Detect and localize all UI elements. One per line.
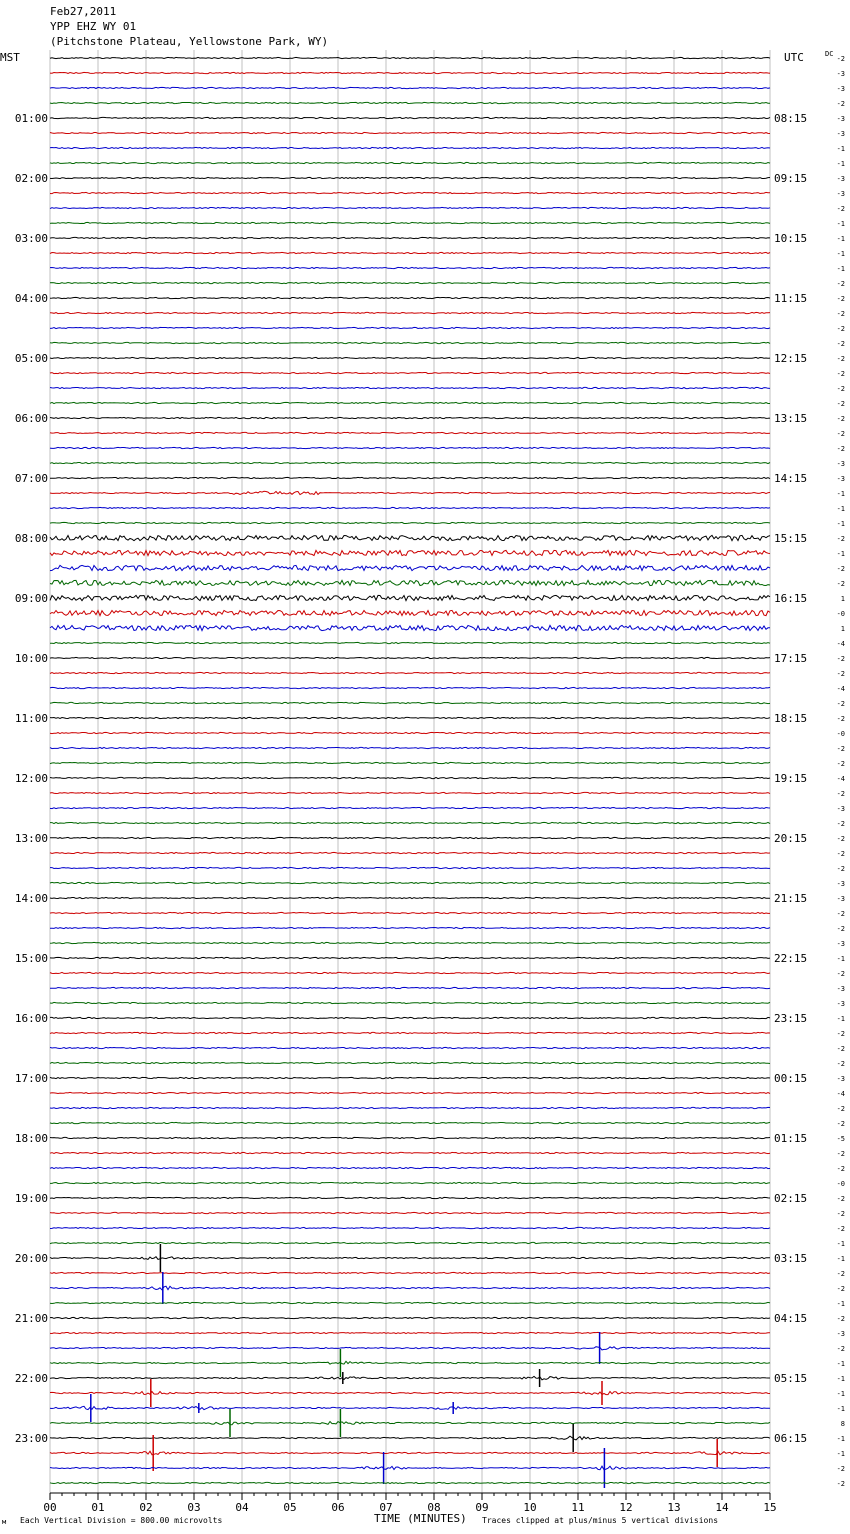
dc-offset-label: -2 <box>836 700 845 708</box>
trace-line <box>50 1451 770 1455</box>
trace-line <box>50 342 770 343</box>
utc-hour-label: 04:15 <box>774 1312 808 1325</box>
trace-line <box>50 762 770 763</box>
x-tick-label: 04 <box>235 1501 249 1514</box>
dc-offset-label: -2 <box>836 430 845 438</box>
x-tick-label: 09 <box>475 1501 489 1514</box>
dc-offset-label: -2 <box>836 1045 845 1053</box>
trace-line <box>50 1137 770 1138</box>
dc-offset-label: -2 <box>836 970 845 978</box>
dc-offset-label: -2 <box>836 1060 845 1068</box>
utc-hour-label: 05:15 <box>774 1372 808 1385</box>
dc-offset-label: -2 <box>836 1315 845 1323</box>
dc-offset-label: -2 <box>836 745 845 753</box>
trace-line <box>50 565 770 570</box>
dc-offset-label: -1 <box>836 1435 845 1443</box>
trace-line <box>50 957 770 958</box>
dc-offset-label: -2 <box>836 820 845 828</box>
trace-line <box>50 897 770 898</box>
trace-line <box>50 1017 770 1018</box>
trace-line <box>50 1062 770 1063</box>
utc-hour-label: 13:15 <box>774 412 808 425</box>
dc-offset-label: -2 <box>836 400 845 408</box>
trace-line <box>50 777 770 778</box>
mst-hour-label: 03:00 <box>14 232 48 245</box>
x-tick-label: 13 <box>667 1501 681 1514</box>
trace-line <box>50 702 770 703</box>
trace-line <box>50 550 770 555</box>
mst-hour-label: 21:00 <box>14 1312 48 1325</box>
dc-offset-label: -4 <box>836 685 845 693</box>
mst-hour-label: 08:00 <box>14 532 48 545</box>
utc-hour-label: 15:15 <box>774 532 808 545</box>
dc-offset-label: -3 <box>836 1330 845 1338</box>
trace-line <box>50 717 770 718</box>
dc-offset-label: -2 <box>836 790 845 798</box>
dc-offset-label: -3 <box>836 805 845 813</box>
trace-line <box>50 987 770 988</box>
dc-offset-label: -0 <box>836 1180 845 1188</box>
dc-offset-label: -3 <box>836 85 845 93</box>
dc-offset-label: -3 <box>836 1000 845 1008</box>
trace-line <box>50 447 770 448</box>
trace-line <box>50 732 770 733</box>
trace-line <box>50 1376 770 1379</box>
dc-offset-label: -1 <box>836 220 845 228</box>
x-tick-label: 11 <box>571 1501 585 1514</box>
x-axis-title: TIME (MINUTES) <box>374 1512 467 1525</box>
mst-hour-label: 02:00 <box>14 172 48 185</box>
mst-hour-label: 23:00 <box>14 1432 48 1445</box>
trace-line <box>50 162 770 163</box>
mst-hour-label: 10:00 <box>14 652 48 665</box>
dc-offset-label: -2 <box>836 1195 845 1203</box>
dc-offset-label: -2 <box>836 865 845 873</box>
dc-offset-label: -3 <box>836 115 845 123</box>
trace-line <box>50 491 770 494</box>
dc-offset-label: -2 <box>836 925 845 933</box>
trace-line <box>50 747 770 748</box>
trace-line <box>50 1092 770 1093</box>
dc-offset-label: -2 <box>836 580 845 588</box>
trace-line <box>50 147 770 148</box>
trace-line <box>50 610 770 615</box>
mst-hour-label: 22:00 <box>14 1372 48 1385</box>
dc-offset-label: -2 <box>836 445 845 453</box>
trace-line <box>50 1422 770 1425</box>
dc-offset-label: -3 <box>836 130 845 138</box>
utc-hour-label: 09:15 <box>774 172 808 185</box>
x-tick-label: 05 <box>283 1501 297 1514</box>
utc-hour-label: 02:15 <box>774 1192 808 1205</box>
dc-offset-label: -3 <box>836 880 845 888</box>
dc-offset-label: 8 <box>840 1420 845 1428</box>
mst-hour-label: 16:00 <box>14 1012 48 1025</box>
dc-offset-label: -1 <box>836 250 845 258</box>
dc-offset-label: -2 <box>836 385 845 393</box>
trace-line <box>50 87 770 88</box>
trace-line <box>50 132 770 133</box>
dc-offset-label: -1 <box>836 490 845 498</box>
trace-line <box>50 192 770 193</box>
dc-offset-label: -3 <box>836 190 845 198</box>
x-tick-label: 07 <box>379 1501 393 1514</box>
dc-offset-label: -1 <box>836 145 845 153</box>
dc-offset-label: -2 <box>836 670 845 678</box>
utc-label: UTC <box>784 51 804 64</box>
utc-hour-label: 19:15 <box>774 772 808 785</box>
dc-offset-label: -4 <box>836 775 845 783</box>
dc-offset-label: -2 <box>836 55 845 63</box>
dc-offset-label: -3 <box>836 895 845 903</box>
dc-offset-label: -1 <box>836 1390 845 1398</box>
dc-offset-label: -2 <box>836 1480 845 1488</box>
trace-line <box>50 1482 770 1483</box>
dc-offset-label: 1 <box>840 625 845 633</box>
station-location: (Pitchstone Plateau, Yellowstone Park, WY) <box>50 35 329 48</box>
vertical-scale-note: Each Vertical Division = 800.00 microvolts <box>20 1516 223 1525</box>
dc-offset-label: -2 <box>836 715 845 723</box>
utc-hour-label: 03:15 <box>774 1252 808 1265</box>
trace-line <box>50 1107 770 1108</box>
utc-hour-label: 18:15 <box>774 712 808 725</box>
mst-hour-label: 20:00 <box>14 1252 48 1265</box>
mst-hour-label: 17:00 <box>14 1072 48 1085</box>
mst-label: MST <box>0 51 20 64</box>
x-tick-label: 12 <box>619 1501 633 1514</box>
trace-line <box>50 1032 770 1033</box>
dc-offset-label: 1 <box>840 595 845 603</box>
dc-offset-label: -1 <box>836 1240 845 1248</box>
trace-line <box>50 1317 770 1318</box>
dc-offset-label: -3 <box>836 475 845 483</box>
trace-line <box>50 387 770 388</box>
clip-note: Traces clipped at plus/minus 5 vertical divisions <box>482 1516 719 1525</box>
x-tick-label: 08 <box>427 1501 441 1514</box>
trace-line <box>50 432 770 433</box>
dc-offset-label: -2 <box>836 205 845 213</box>
dc-offset-label: -2 <box>836 1285 845 1293</box>
dc-offset-label: -2 <box>836 325 845 333</box>
utc-hour-label: 01:15 <box>774 1132 808 1145</box>
mst-hour-label: 06:00 <box>14 412 48 425</box>
trace-line <box>50 372 770 373</box>
trace-line <box>50 117 770 118</box>
trace-line <box>50 927 770 928</box>
trace-line <box>50 222 770 223</box>
trace-line <box>50 1167 770 1168</box>
trace-line <box>50 595 770 600</box>
dc-offset-label: -3 <box>836 460 845 468</box>
trace-line <box>50 1257 770 1260</box>
trace-line <box>50 1332 770 1333</box>
dc-offset-label: -2 <box>836 1105 845 1113</box>
trace-line <box>50 1242 770 1243</box>
dc-offset-label: -2 <box>836 1150 845 1158</box>
trace-line <box>50 580 770 585</box>
utc-hour-label: 17:15 <box>774 652 808 665</box>
mst-hour-label: 11:00 <box>14 712 48 725</box>
trace-line <box>50 912 770 913</box>
dc-offset-label: -2 <box>836 835 845 843</box>
trace-line <box>50 402 770 403</box>
trace-line <box>50 672 770 673</box>
trace-line <box>50 1197 770 1198</box>
trace-line <box>50 642 770 643</box>
mst-hour-label: 14:00 <box>14 892 48 905</box>
dc-offset-label: -2 <box>836 655 845 663</box>
dc-offset-label: -1 <box>836 1375 845 1383</box>
dc-offset-label: -2 <box>836 310 845 318</box>
trace-line <box>50 1466 770 1470</box>
dc-offset-label: -3 <box>836 940 845 948</box>
dc-offset-label: -2 <box>836 1165 845 1173</box>
dc-offset-label: -2 <box>836 280 845 288</box>
utc-hour-label: 16:15 <box>774 592 808 605</box>
dc-offset-label: -1 <box>836 1300 845 1308</box>
trace-line <box>50 1212 770 1213</box>
trace-line <box>50 102 770 103</box>
dc-offset-label: -2 <box>836 415 845 423</box>
dc-offset-label: -2 <box>836 340 845 348</box>
dc-offset-label: -1 <box>836 235 845 243</box>
mst-hour-label: 15:00 <box>14 952 48 965</box>
plot-date: Feb27,2011 <box>50 5 117 18</box>
dc-offset-label: -1 <box>836 1360 845 1368</box>
trace-line <box>50 1272 770 1273</box>
trace-line <box>50 177 770 178</box>
utc-hour-label: 21:15 <box>774 892 808 905</box>
dc-offset-label: -1 <box>836 550 845 558</box>
trace-line <box>50 462 770 463</box>
dc-offset-label: -2 <box>836 1210 845 1218</box>
dc-offset-label: -2 <box>836 355 845 363</box>
dc-label: DC <box>825 50 834 58</box>
trace-line <box>50 535 770 540</box>
trace-line <box>50 417 770 418</box>
trace-line <box>50 282 770 283</box>
mst-hour-label: 01:00 <box>14 112 48 125</box>
trace-line <box>50 867 770 868</box>
trace-line <box>50 852 770 853</box>
dc-offset-label: -4 <box>836 1090 845 1098</box>
trace-line <box>50 822 770 823</box>
trace-line <box>50 882 770 883</box>
dc-offset-label: -2 <box>836 565 845 573</box>
mst-hour-label: 09:00 <box>14 592 48 605</box>
trace-line <box>50 1302 770 1303</box>
trace-line <box>50 327 770 328</box>
trace-line <box>50 507 770 508</box>
dc-offset-label: -2 <box>836 1345 845 1353</box>
trace-line <box>50 1227 770 1228</box>
trace-line <box>50 972 770 973</box>
dc-offset-label: -2 <box>836 1120 845 1128</box>
dc-offset-label: -2 <box>836 100 845 108</box>
x-tick-label: 06 <box>331 1501 345 1514</box>
trace-line <box>50 687 770 688</box>
trace-line <box>50 1436 770 1440</box>
trace-line <box>50 72 770 73</box>
station-code: YPP EHZ WY 01 <box>50 20 137 33</box>
trace-line <box>50 1406 770 1409</box>
utc-hour-label: 14:15 <box>774 472 808 485</box>
dc-offset-label: -1 <box>836 520 845 528</box>
trace-line <box>50 1002 770 1003</box>
trace-line <box>50 837 770 838</box>
dc-offset-label: -2 <box>836 295 845 303</box>
utc-hour-label: 10:15 <box>774 232 808 245</box>
dc-offset-label: -5 <box>836 1135 845 1143</box>
x-tick-label: 01 <box>91 1501 105 1514</box>
dc-offset-label: -2 <box>836 1030 845 1038</box>
x-tick-label: 10 <box>523 1501 537 1514</box>
trace-line <box>50 297 770 298</box>
utc-hour-label: 20:15 <box>774 832 808 845</box>
utc-hour-label: 00:15 <box>774 1072 808 1085</box>
utc-hour-label: 11:15 <box>774 292 808 305</box>
utc-hour-label: 12:15 <box>774 352 808 365</box>
dc-offset-label: -1 <box>836 1405 845 1413</box>
trace-line <box>50 207 770 208</box>
mst-hour-label: 19:00 <box>14 1192 48 1205</box>
dc-offset-label: -1 <box>836 1255 845 1263</box>
dc-offset-label: -2 <box>836 535 845 543</box>
dc-offset-label: -4 <box>836 640 845 648</box>
trace-line <box>50 1392 770 1395</box>
x-tick-label: 14 <box>715 1501 729 1514</box>
dc-offset-label: -2 <box>836 850 845 858</box>
footer-mark: м <box>2 1518 7 1526</box>
dc-offset-label: -3 <box>836 985 845 993</box>
trace-line <box>50 252 770 253</box>
axis-labels <box>15 55 845 1514</box>
mst-hour-label: 04:00 <box>14 292 48 305</box>
x-tick-label: 03 <box>187 1501 201 1514</box>
dc-offset-label: -2 <box>836 1465 845 1473</box>
utc-hour-label: 22:15 <box>774 952 808 965</box>
trace-line <box>50 237 770 238</box>
trace-line <box>50 942 770 943</box>
trace-line <box>50 657 770 658</box>
utc-hour-label: 08:15 <box>774 112 808 125</box>
x-tick-label: 02 <box>139 1501 153 1514</box>
trace-line <box>50 1286 770 1290</box>
trace-line <box>50 57 770 58</box>
trace-line <box>50 625 770 630</box>
trace-line <box>50 792 770 793</box>
dc-offset-label: -3 <box>836 175 845 183</box>
dc-offset-label: -0 <box>836 730 845 738</box>
mst-hour-label: 07:00 <box>14 472 48 485</box>
dc-offset-label: -1 <box>836 505 845 513</box>
dc-offset-label: -2 <box>836 370 845 378</box>
dc-offset-label: -1 <box>836 955 845 963</box>
trace-line <box>50 1152 770 1153</box>
trace-line <box>50 477 770 478</box>
utc-hour-label: 23:15 <box>774 1012 808 1025</box>
trace-line <box>50 357 770 358</box>
dc-offset-label: -1 <box>836 265 845 273</box>
x-tick-label: 00 <box>43 1501 57 1514</box>
trace-line <box>50 312 770 313</box>
dc-offset-label: -3 <box>836 70 845 78</box>
trace-line <box>50 522 770 523</box>
trace-line <box>50 1182 770 1183</box>
trace-line <box>50 807 770 808</box>
dc-offset-label: -1 <box>836 1450 845 1458</box>
x-tick-label: 15 <box>763 1501 777 1514</box>
mst-hour-label: 18:00 <box>14 1132 48 1145</box>
trace-line <box>50 1077 770 1078</box>
dc-offset-label: -1 <box>836 160 845 168</box>
dc-offset-label: -2 <box>836 1225 845 1233</box>
trace-line <box>50 1047 770 1048</box>
trace-line <box>50 1347 770 1350</box>
trace-line <box>50 1122 770 1123</box>
dc-offset-label: -3 <box>836 1075 845 1083</box>
dc-offset-label: -2 <box>836 910 845 918</box>
utc-hour-label: 06:15 <box>774 1432 808 1445</box>
dc-offset-label: -1 <box>836 1015 845 1023</box>
trace-lines <box>50 57 770 1488</box>
trace-line <box>50 267 770 268</box>
dc-offset-label: -2 <box>836 760 845 768</box>
dc-offset-label: -0 <box>836 610 845 618</box>
mst-hour-label: 12:00 <box>14 772 48 785</box>
trace-line <box>50 1361 770 1364</box>
mst-hour-label: 05:00 <box>14 352 48 365</box>
dc-offset-label: -2 <box>836 1270 845 1278</box>
mst-hour-label: 13:00 <box>14 832 48 845</box>
